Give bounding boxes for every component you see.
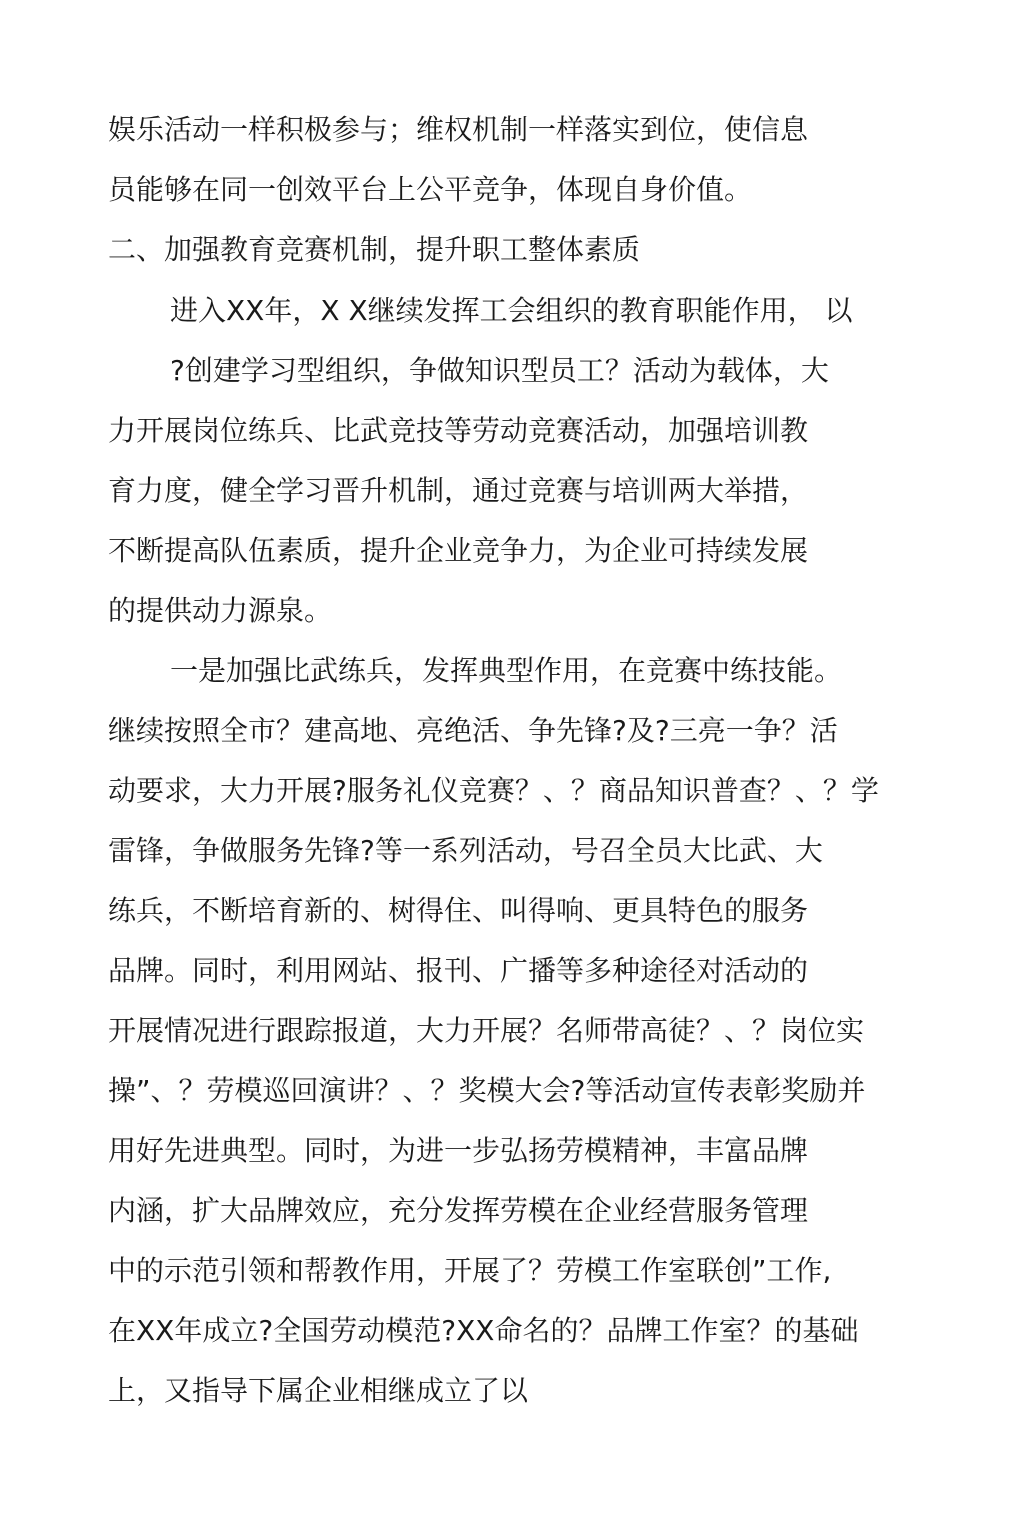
section-heading: 二、加强教育竞赛机制，提升职工整体素质 xyxy=(108,233,641,266)
text-line: 娱乐活动一样积极参与；维权机制一样落实到位，使信息 xyxy=(108,113,809,146)
text-line: 用好先进典型。同时，为进一步弘扬劳模精神，丰富品牌 xyxy=(108,1134,809,1167)
paragraph-first-line: 一是加强比武练兵，发挥典型作用，在竞赛中练技能。 xyxy=(170,654,843,687)
text-line: ?创建学习型组织，争做知识型员工？活动为载体，大 xyxy=(170,354,829,387)
text-line: 雷锋，争做服务先锋?等一系列活动，号召全员大比武、大 xyxy=(108,834,823,867)
text-line: 品牌。同时，利用网站、报刊、广播等多种途径对活动的 xyxy=(108,954,809,987)
text-line: 操”、？劳模巡回演讲？、？奖模大会?等活动宣传表彰奖励并 xyxy=(108,1074,866,1107)
paragraph-first-line: 进入XX年，X X继续发挥工会组织的教育职能作用， 以 xyxy=(170,294,853,327)
text-line: 员能够在同一创效平台上公平竞争，体现自身价值。 xyxy=(108,173,753,206)
text-line: 开展情况进行跟踪报道，大力开展？名师带高徒？、？岗位实 xyxy=(108,1014,865,1047)
text-line: 在XX年成立?全国劳动模范?XX命名的？品牌工作室？的基础 xyxy=(108,1314,859,1347)
text-line: 练兵，不断培育新的、树得住、叫得响、更具特色的服务 xyxy=(108,894,809,927)
text-line: 力开展岗位练兵、比武竞技等劳动竞赛活动，加强培训教 xyxy=(108,414,809,447)
text-line: 的提供动力源泉。 xyxy=(108,594,333,627)
text-line: 上，又指导下属企业相继成立了以 xyxy=(108,1374,529,1407)
text-line: 内涵，扩大品牌效应，充分发挥劳模在企业经营服务管理 xyxy=(108,1194,809,1227)
text-line: 中的示范引领和帮教作用，开展了？劳模工作室联创”工作, xyxy=(108,1254,832,1287)
text-line: 育力度，健全学习晋升机制，通过竞赛与培训两大举措， xyxy=(108,474,809,507)
text-line: 继续按照全市？建高地、亮绝活、争先锋?及?三亮一争？活 xyxy=(108,714,838,747)
text-line: 动要求，大力开展?服务礼仪竞赛？、？商品知识普查？、？学 xyxy=(108,774,879,807)
text-line: 不断提高队伍素质，提升企业竞争力，为企业可持续发展 xyxy=(108,534,809,567)
